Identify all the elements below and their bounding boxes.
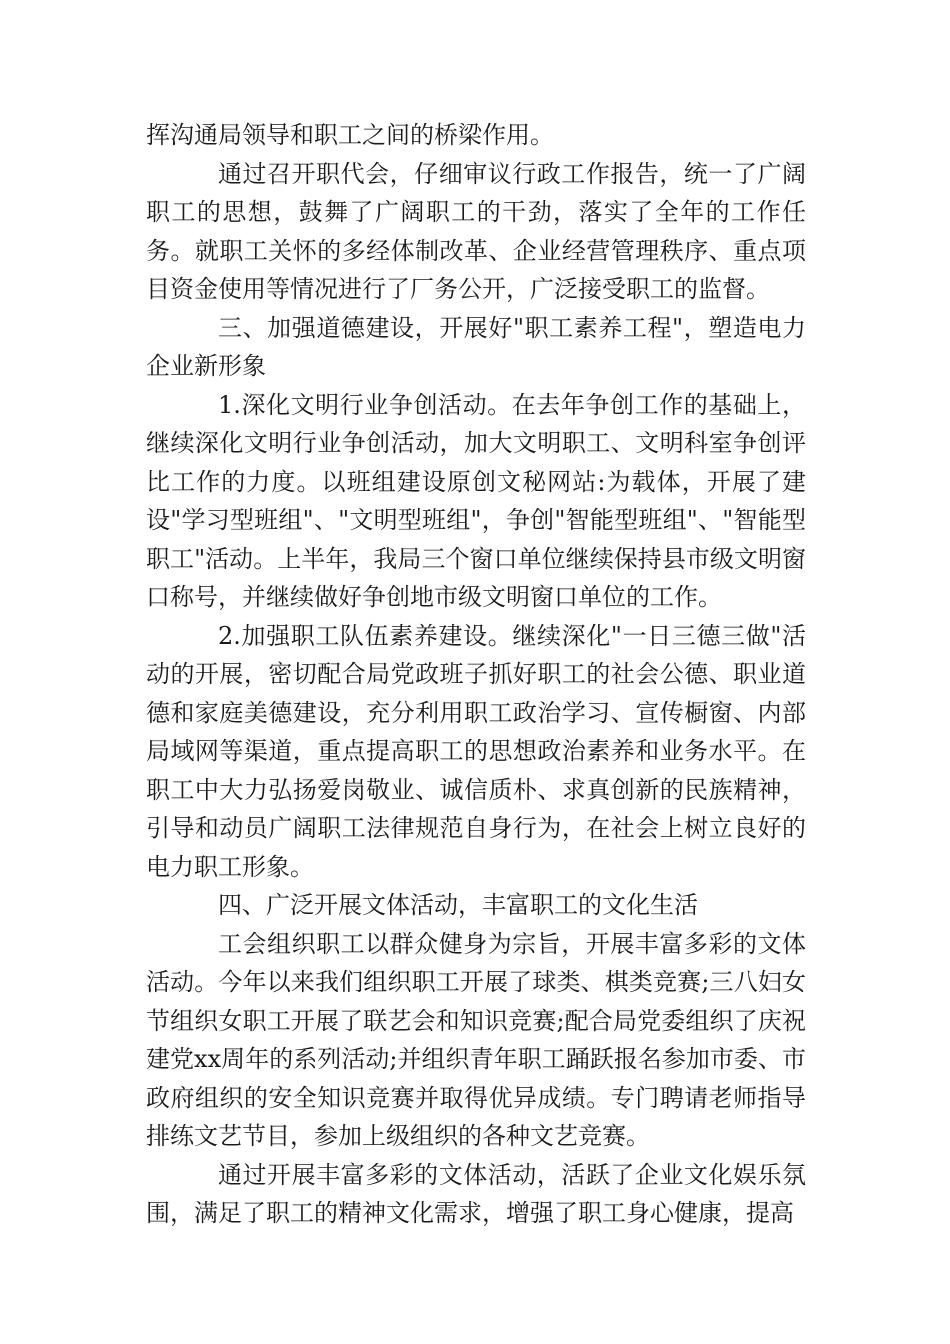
paragraph-8: 通过开展丰富多彩的文体活动，活跃了企业文化娱乐氛围，满足了职工的精神文化需求，增强了职工身心健康，提高 bbox=[146, 1160, 806, 1227]
paragraph-2: 通过召开职代会，仔细审议行政工作报告，统一了广阔职工的思想，鼓舞了广阔职工的干劲，落实了全年的工作任务。就职工关怀的多经体制改革、企业经营管理秩序、重点项目资金使用等情况进行了厂务公开，广泛接受职工的监督。 bbox=[146, 159, 806, 303]
paragraph-1: 挥沟通局领导和职工之间的桥梁作用。 bbox=[146, 121, 554, 149]
section-heading-3: 三、加强道德建设，开展好"职工素养工程"，塑造电力企业新形象 bbox=[146, 313, 806, 380]
paragraph-7: 工会组织职工以群众健身为宗旨，开展丰富多彩的文体活动。今年以来我们组织职工开展了球类、棋类竞赛;三八妇女节组织女职工开展了联艺会和知识竞赛;配合局党委组织了庆祝建党xx周年的系列活动;并组织青年职工踊跃报名参加市委、市政府组织的安全知识竞赛并取得优异成绩。专门聘请老师指导排练文艺节目，参加上级组织的各种文艺竞赛。 bbox=[146, 929, 806, 1150]
paragraph-4: 1.深化文明行业争创活动。在去年争创工作的基础上，继续深化文明行业争创活动，加大文明职工、文明科室争创评比工作的力度。以班组建设原创文秘网站:为载体，开展了建设"学习型班组"、"文明型班组"，争创"智能型班组"、"智能型职工"活动。上半年，我局三个窗口单位继续保持县市级文明窗口称号，并继续做好争创地市级文明窗口单位的工作。 bbox=[146, 390, 806, 611]
document-body bbox=[146, 116, 806, 1233]
paragraph-5: 2.加强职工队伍素养建设。继续深化"一日三德三做"活动的开展，密切配合局党政班子抓好职工的社会公德、职业道德和家庭美德建设，充分利用职工政治学习、宣传橱窗、内部局域网等渠道，重点提高职工的思想政治素养和业务水平。在职工中大力弘扬爱岗敬业、诚信质朴、求真创新的民族精神，引导和动员广阔职工法律规范自身行为，在社会上树立良好的电力职工形象。 bbox=[146, 621, 806, 881]
section-heading-4: 四、广泛开展文体活动，丰富职工的文化生活 bbox=[218, 891, 698, 919]
